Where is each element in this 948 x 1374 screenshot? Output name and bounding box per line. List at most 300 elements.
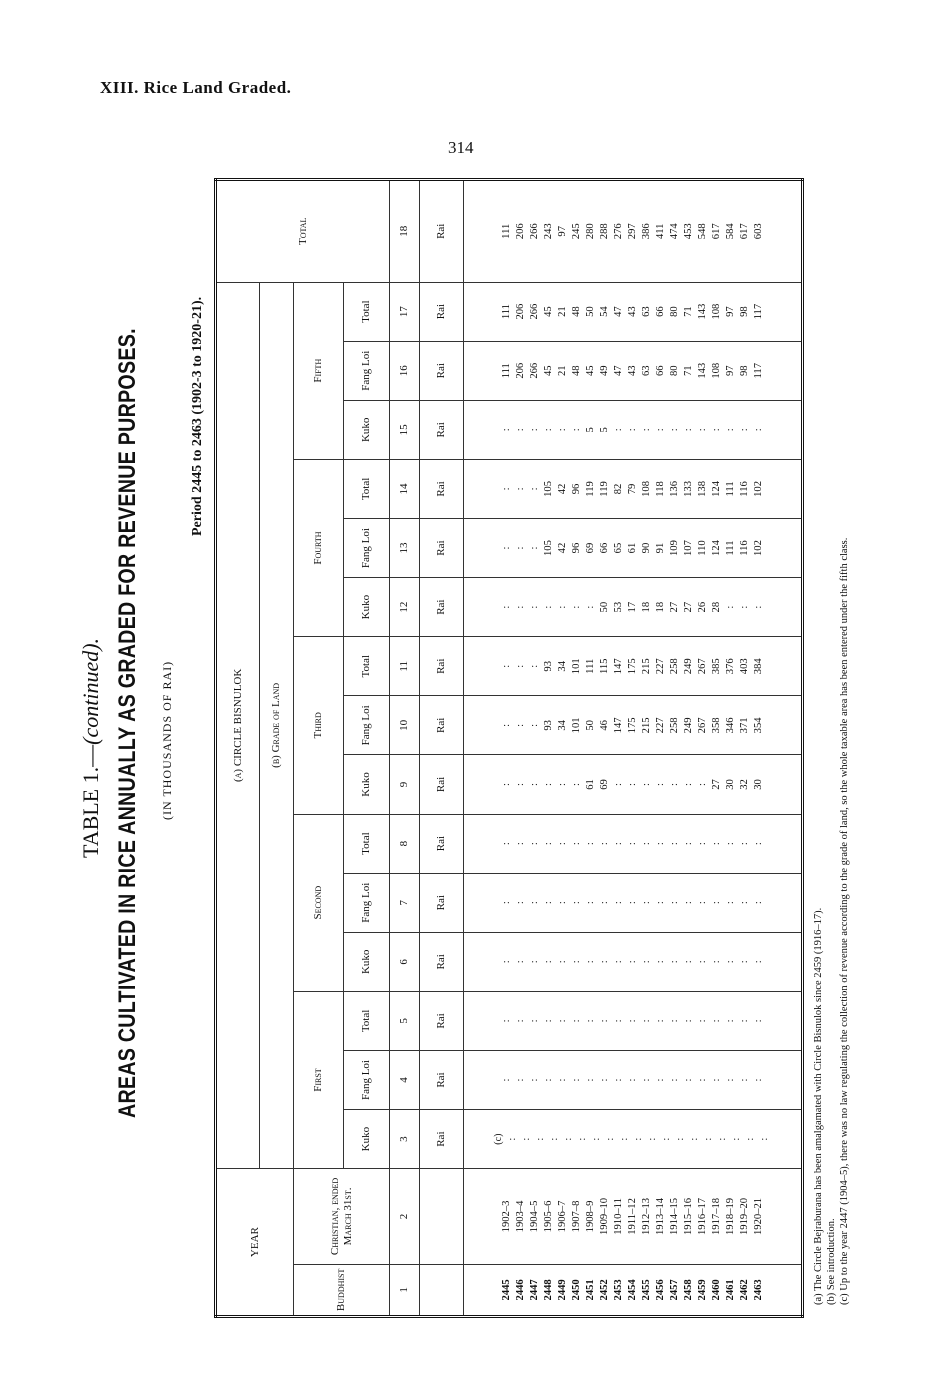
col-13-value: : <box>528 546 540 550</box>
col-4-value: : <box>724 1078 736 1082</box>
col-10-value: : <box>528 723 540 727</box>
col-3-value: : <box>689 1137 700 1141</box>
col-5-value: : <box>640 1019 652 1023</box>
col-11-value: 376 <box>724 658 736 675</box>
col-8-value: : <box>528 842 540 846</box>
unit-label: Rai <box>420 814 464 873</box>
col-8-value: : <box>710 842 722 846</box>
col-5-value: : <box>668 1019 680 1023</box>
buddhist-year-value: 2449 <box>556 1279 568 1301</box>
col-4-value: : <box>570 1078 582 1082</box>
col-12-value: 18 <box>654 601 666 613</box>
col-8-value: : <box>584 842 596 846</box>
column-number: 15 <box>390 400 420 459</box>
col-8-value: : <box>752 842 764 846</box>
col-18-value: 97 <box>556 225 568 237</box>
col-10-value: 34 <box>556 720 568 731</box>
sub-fang-loi: Fang Loi <box>344 696 390 755</box>
col-10-value: 358 <box>710 717 722 734</box>
col-18-value: 206 <box>514 223 526 240</box>
sub-total: Total <box>344 814 390 873</box>
col-12-value: : <box>528 605 540 609</box>
col-16-value: 97 <box>724 365 736 377</box>
col-8-value: : <box>640 842 652 846</box>
col-3-value: : <box>563 1137 574 1141</box>
column-number: 9 <box>390 755 420 814</box>
col-9-value: : <box>696 783 708 786</box>
col-11-value: 215 <box>640 658 652 675</box>
col-10-value: 258 <box>668 717 680 734</box>
buddhist-year-value: 2450 <box>570 1279 582 1301</box>
column-number: 2 <box>390 1169 420 1265</box>
christian-year-value: 1914–15 <box>668 1197 680 1235</box>
grade-third: Third <box>294 637 344 814</box>
column-number: 7 <box>390 873 420 932</box>
col-13-value: 111 <box>724 540 736 556</box>
col-4-value: : <box>752 1078 764 1082</box>
col-8-value: : <box>626 842 638 846</box>
col-4-values <box>500 1053 766 1107</box>
col-15-value: : <box>556 428 568 432</box>
col-15-value: : <box>640 428 652 432</box>
col-15-value: : <box>500 428 512 432</box>
col-13-value: 107 <box>682 540 694 556</box>
col-6-value: : <box>738 960 750 964</box>
col-9-value: : <box>612 783 624 786</box>
col-3-value: : <box>633 1137 644 1141</box>
unit-label: Rai <box>420 755 464 814</box>
col-11-value: 93 <box>542 660 554 672</box>
col-7-cell <box>464 873 803 932</box>
col-11-value: 115 <box>598 658 610 675</box>
unit-label: Rai <box>420 873 464 932</box>
col-18-value: 276 <box>612 223 624 240</box>
column-number: 3 <box>390 1110 420 1169</box>
col-16-value: 266 <box>528 362 540 379</box>
col-6-value: : <box>584 960 596 964</box>
col-11-value: 175 <box>626 658 638 675</box>
table-caption <box>78 638 104 858</box>
table-title: AREAS CULTIVATED IN RICE ANNUALLY AS GRADED FOR REVENUE PURPOSES. <box>114 328 141 1118</box>
col-9-value: : <box>626 783 638 786</box>
col-4-value: : <box>584 1078 596 1082</box>
unit-label: Rai <box>420 459 464 518</box>
col-7-value: : <box>514 901 526 905</box>
footnote-a: (a) The Circle Bejraburana has been amalgamated with Circle Bisnulok since 2459 (1916–17). <box>813 907 824 1305</box>
col-15-cell <box>464 400 803 459</box>
col-7-value: : <box>570 901 582 905</box>
col-12-value: : <box>500 605 512 609</box>
col-17-value: 66 <box>654 306 666 317</box>
col-18-value: 453 <box>682 223 694 240</box>
col-12-value: 50 <box>598 601 610 613</box>
col-18-value: 266 <box>528 223 540 240</box>
col-15-value: 5 <box>598 427 610 433</box>
col-6-value: : <box>682 960 694 964</box>
col-16-value: 98 <box>738 365 750 377</box>
unit-label: Rai <box>420 991 464 1050</box>
col-16-value: 108 <box>710 362 722 379</box>
christian-year-value: 1907–8 <box>570 1200 582 1233</box>
col-12-value: : <box>556 605 568 609</box>
section-title: XIII. Rice Land Graded. <box>100 78 292 97</box>
col-11-value: : <box>528 664 540 668</box>
col-18-value: 386 <box>640 223 652 240</box>
col-18-value: 411 <box>654 223 666 240</box>
column-number: 10 <box>390 696 420 755</box>
christian-year-value: 1906–7 <box>556 1200 568 1233</box>
col-18-values <box>500 183 766 280</box>
col-17-value: 117 <box>752 303 764 320</box>
footnotes <box>812 537 851 1305</box>
col-16-value: 49 <box>598 365 610 377</box>
col-4-value: : <box>528 1078 540 1082</box>
column-number: 17 <box>390 282 420 341</box>
col-10-cell <box>464 696 803 755</box>
col-10-value: 101 <box>570 717 582 734</box>
col-7-value: : <box>738 901 750 905</box>
col-14-value: 138 <box>696 480 708 497</box>
col-5-value: : <box>724 1019 736 1023</box>
col-6-value: : <box>654 960 666 964</box>
col-4-value: : <box>598 1078 610 1082</box>
col-7-value: : <box>640 901 652 905</box>
total-header: Total <box>216 180 390 283</box>
col-16-value: 63 <box>640 365 652 377</box>
buddhist-year-values <box>500 1267 766 1313</box>
col-17-value: 63 <box>640 306 652 317</box>
col-3-value: : <box>605 1137 616 1141</box>
col-4-value: : <box>738 1078 750 1082</box>
sub-total: Total <box>344 459 390 518</box>
col-9-value: : <box>682 783 694 786</box>
col-12-value: : <box>724 605 736 609</box>
col-13-cell <box>464 518 803 577</box>
christian-year-value: 1905–6 <box>542 1200 554 1233</box>
col-9-value: 61 <box>584 779 596 790</box>
col-12-value: 53 <box>612 601 624 613</box>
column-number: 18 <box>390 180 420 283</box>
rice-land-table <box>214 178 804 1318</box>
buddhist-year-value: 2446 <box>514 1279 526 1301</box>
col-9-value: : <box>542 783 554 786</box>
col-17-values <box>500 285 766 339</box>
col-17-value: 48 <box>570 306 582 317</box>
grade-header: (b) Grade of Land <box>260 282 294 1169</box>
col-9-value: : <box>570 783 582 786</box>
col-6-value: : <box>640 960 652 964</box>
col-16-value: 21 <box>556 365 568 377</box>
sub-kuko: Kuko <box>344 578 390 637</box>
col-3-value: : <box>619 1137 630 1141</box>
col-17-value: 43 <box>626 306 638 317</box>
col-14-value: 96 <box>570 483 582 495</box>
col-13-value: 65 <box>612 542 624 554</box>
col-3-value: : <box>549 1137 560 1141</box>
col-17-value: 47 <box>612 306 624 317</box>
col-15-value: : <box>752 428 764 432</box>
col-10-value: 175 <box>626 717 638 734</box>
unit-label: Rai <box>420 282 464 341</box>
sub-total: Total <box>344 637 390 696</box>
col-9-value: : <box>640 783 652 786</box>
col-15-value: : <box>724 428 736 432</box>
col-14-values <box>500 462 766 516</box>
col-11-value: 258 <box>668 658 680 675</box>
col-6-value: : <box>542 960 554 964</box>
col-18-value: 288 <box>598 223 610 240</box>
sub-fang-loi: Fang Loi <box>344 1050 390 1109</box>
col-12-value: 18 <box>640 601 652 613</box>
col-17-value: 21 <box>556 306 568 317</box>
col-8-value: : <box>500 842 512 846</box>
col-13-value: 109 <box>668 540 680 556</box>
col-4-value: : <box>542 1078 554 1082</box>
col-10-value: 249 <box>682 717 694 734</box>
col-13-value: 66 <box>598 542 610 554</box>
christian-year-value: 1920–21 <box>752 1197 764 1235</box>
col-10-value: : <box>514 723 526 727</box>
col-11-value: 385 <box>710 658 722 675</box>
col-13-value: 105 <box>542 540 554 556</box>
col-8-value: : <box>668 842 680 846</box>
unit-label: Rai <box>420 637 464 696</box>
buddhist-year-value: 2445 <box>500 1279 512 1301</box>
col-6-value: : <box>612 960 624 964</box>
grade-fifth: Fifth <box>294 282 344 459</box>
col-4-value: : <box>696 1078 708 1082</box>
buddhist-year-value: 2453 <box>612 1279 624 1301</box>
col-11-value: 249 <box>682 658 694 675</box>
buddhist-year-value: 2451 <box>584 1279 596 1301</box>
col-6-value: : <box>710 960 722 964</box>
unit-label: Rai <box>420 696 464 755</box>
column-number: 8 <box>390 814 420 873</box>
christian-year-values <box>500 1171 766 1262</box>
col-14-value: : <box>528 487 540 491</box>
buddhist-year-value: 2458 <box>682 1279 694 1301</box>
grade-fourth: Fourth <box>294 459 344 636</box>
buddhist-year-value: 2463 <box>752 1279 764 1301</box>
col-14-value: 79 <box>626 483 638 495</box>
column-number: 13 <box>390 518 420 577</box>
col-12-values <box>500 580 766 634</box>
col-5-value: : <box>710 1019 722 1023</box>
col-16-value: 47 <box>612 365 624 377</box>
col-10-value: 267 <box>696 717 708 734</box>
col-15-value: : <box>626 428 638 432</box>
col-8-cell <box>464 814 803 873</box>
unit-label: Rai <box>420 1050 464 1109</box>
col-8-value: : <box>542 842 554 846</box>
col-5-value: : <box>500 1019 512 1023</box>
table-caption-continued: (continued). <box>78 637 103 745</box>
unit-label: Rai <box>420 1110 464 1169</box>
col-18-value: 297 <box>626 223 638 240</box>
col-8-value: : <box>570 842 582 846</box>
col-18-value: 617 <box>738 223 750 240</box>
buddhist-year-value: 2459 <box>696 1279 708 1301</box>
table-period: Period 2445 to 2463 (1902-3 to 1920-21). <box>190 296 205 536</box>
unit-spacer <box>420 1264 464 1316</box>
col-15-value: : <box>542 428 554 432</box>
sub-kuko: Kuko <box>344 1110 390 1169</box>
col-7-value: : <box>500 901 512 905</box>
col-11-cell <box>464 637 803 696</box>
col-9-values <box>500 757 766 811</box>
col-14-value: 108 <box>640 480 652 497</box>
col-8-value: : <box>654 842 666 846</box>
col-13-value: 61 <box>626 542 638 554</box>
col-17-value: 45 <box>542 306 554 317</box>
col-12-value: 17 <box>626 601 638 613</box>
col-14-value: 42 <box>556 483 568 495</box>
buddhist-year-value: 2447 <box>528 1279 540 1301</box>
col-11-value: 227 <box>654 658 666 675</box>
unit-spacer <box>420 1169 464 1265</box>
col-16-value: 80 <box>668 365 680 377</box>
christian-year-value: 1915–16 <box>682 1197 694 1235</box>
unit-label: Rai <box>420 180 464 283</box>
col-15-value: : <box>514 428 526 432</box>
column-number: 6 <box>390 932 420 991</box>
col-17-value: 80 <box>668 306 680 317</box>
col-4-value: : <box>556 1078 568 1082</box>
col-5-value: : <box>528 1019 540 1023</box>
col-9-value: 32 <box>738 779 750 790</box>
col-5-value: : <box>542 1019 554 1023</box>
unit-label: Rai <box>420 932 464 991</box>
col-15-value: : <box>654 428 666 432</box>
col-10-value: 46 <box>598 720 610 731</box>
col-8-value: : <box>724 842 736 846</box>
col-16-value: 66 <box>654 365 666 377</box>
christian-header: Christian, ended March 31st. <box>294 1169 390 1265</box>
col-5-cell <box>464 991 803 1050</box>
col-7-value: : <box>528 901 540 905</box>
col-3-value: : <box>521 1137 532 1141</box>
col-16-value: 48 <box>570 365 582 377</box>
col-3-value: : <box>591 1137 602 1141</box>
col-7-value: : <box>584 901 596 905</box>
col-13-value: 96 <box>570 542 582 554</box>
col-12-value: : <box>570 605 582 609</box>
grade-second: Second <box>294 814 344 991</box>
col-11-values <box>500 639 766 693</box>
col-13-value: 116 <box>738 540 750 556</box>
col-4-value: : <box>612 1078 624 1082</box>
col-17-value: 98 <box>738 306 750 317</box>
sub-header-row <box>344 180 390 1317</box>
col-6-value: : <box>724 960 736 964</box>
col-3-cell <box>464 1110 803 1169</box>
col-5-value: : <box>738 1019 750 1023</box>
year-header: YEAR <box>216 1169 294 1317</box>
col-6-value: : <box>668 960 680 964</box>
col-6-value: : <box>626 960 638 964</box>
col-17-value: 108 <box>710 303 722 320</box>
unit-label: Rai <box>420 341 464 400</box>
column-number: 11 <box>390 637 420 696</box>
col-10-value: 147 <box>612 717 624 734</box>
buddhist-year-cell <box>464 1264 803 1316</box>
col-17-value: 111 <box>500 304 512 320</box>
col-12-value: : <box>752 605 764 609</box>
col-14-value: 119 <box>584 481 596 497</box>
col-13-value: 90 <box>640 542 652 554</box>
christian-year-value: 1911–12 <box>626 1198 638 1235</box>
col-16-value: 45 <box>542 365 554 377</box>
col-15-value: : <box>710 428 722 432</box>
col-7-value: : <box>682 901 694 905</box>
buddhist-year-value: 2452 <box>598 1279 610 1301</box>
col-18-value: 617 <box>710 223 722 240</box>
col-11-value: 384 <box>752 658 764 675</box>
col-8-value: : <box>556 842 568 846</box>
col-7-value: : <box>598 901 610 905</box>
column-number: 4 <box>390 1050 420 1109</box>
col-8-value: : <box>598 842 610 846</box>
col-6-value: : <box>696 960 708 964</box>
col-3-value: : <box>661 1137 672 1141</box>
note-c-marker: (c) <box>493 1133 504 1145</box>
buddhist-year-value: 2457 <box>668 1279 680 1301</box>
christian-year-value: 1919–20 <box>738 1197 750 1235</box>
col-14-value: 105 <box>542 480 554 497</box>
col-18-value: 111 <box>500 223 512 239</box>
col-4-value: : <box>500 1078 512 1082</box>
table-caption-main: TABLE 1.— <box>78 744 103 858</box>
col-10-value: 215 <box>640 717 652 734</box>
col-13-values <box>500 521 766 575</box>
col-18-value: 548 <box>696 223 708 240</box>
col-16-value: 206 <box>514 362 526 379</box>
buddhist-year-value: 2455 <box>640 1279 652 1301</box>
col-11-value: 403 <box>738 658 750 675</box>
col-14-value: 82 <box>612 483 624 495</box>
christian-year-value: 1903–4 <box>514 1200 526 1233</box>
sub-fang-loi: Fang Loi <box>344 873 390 932</box>
col-4-value: : <box>682 1078 694 1082</box>
col-16-cell <box>464 341 803 400</box>
christian-year-value: 1913–14 <box>654 1197 666 1235</box>
col-6-value: : <box>556 960 568 964</box>
col-12-value: : <box>584 605 596 609</box>
col-5-value: : <box>570 1019 582 1023</box>
buddhist-header: Buddhist <box>294 1264 390 1316</box>
christian-year-value: 1902–3 <box>500 1200 512 1233</box>
col-15-value: : <box>738 428 750 432</box>
christian-year-cell <box>464 1169 803 1265</box>
buddhist-year-value: 2460 <box>710 1279 722 1301</box>
column-number: 16 <box>390 341 420 400</box>
col-3-value: : <box>759 1137 770 1141</box>
col-17-value: 266 <box>528 303 540 320</box>
christian-year-value: 1910–11 <box>612 1198 624 1235</box>
col-12-cell <box>464 578 803 637</box>
col-16-value: 45 <box>584 365 596 377</box>
col-6-value: : <box>570 960 582 964</box>
col-14-value: 136 <box>668 480 680 497</box>
buddhist-year-value: 2461 <box>724 1279 736 1301</box>
unit-label: Rai <box>420 578 464 637</box>
col-5-value: : <box>696 1019 708 1023</box>
col-10-value: 227 <box>654 717 666 734</box>
christian-year-value: 1908–9 <box>584 1200 596 1233</box>
col-10-values <box>500 698 766 752</box>
christian-year-value: 1917–18 <box>710 1197 722 1235</box>
col-13-value: 124 <box>710 540 722 556</box>
